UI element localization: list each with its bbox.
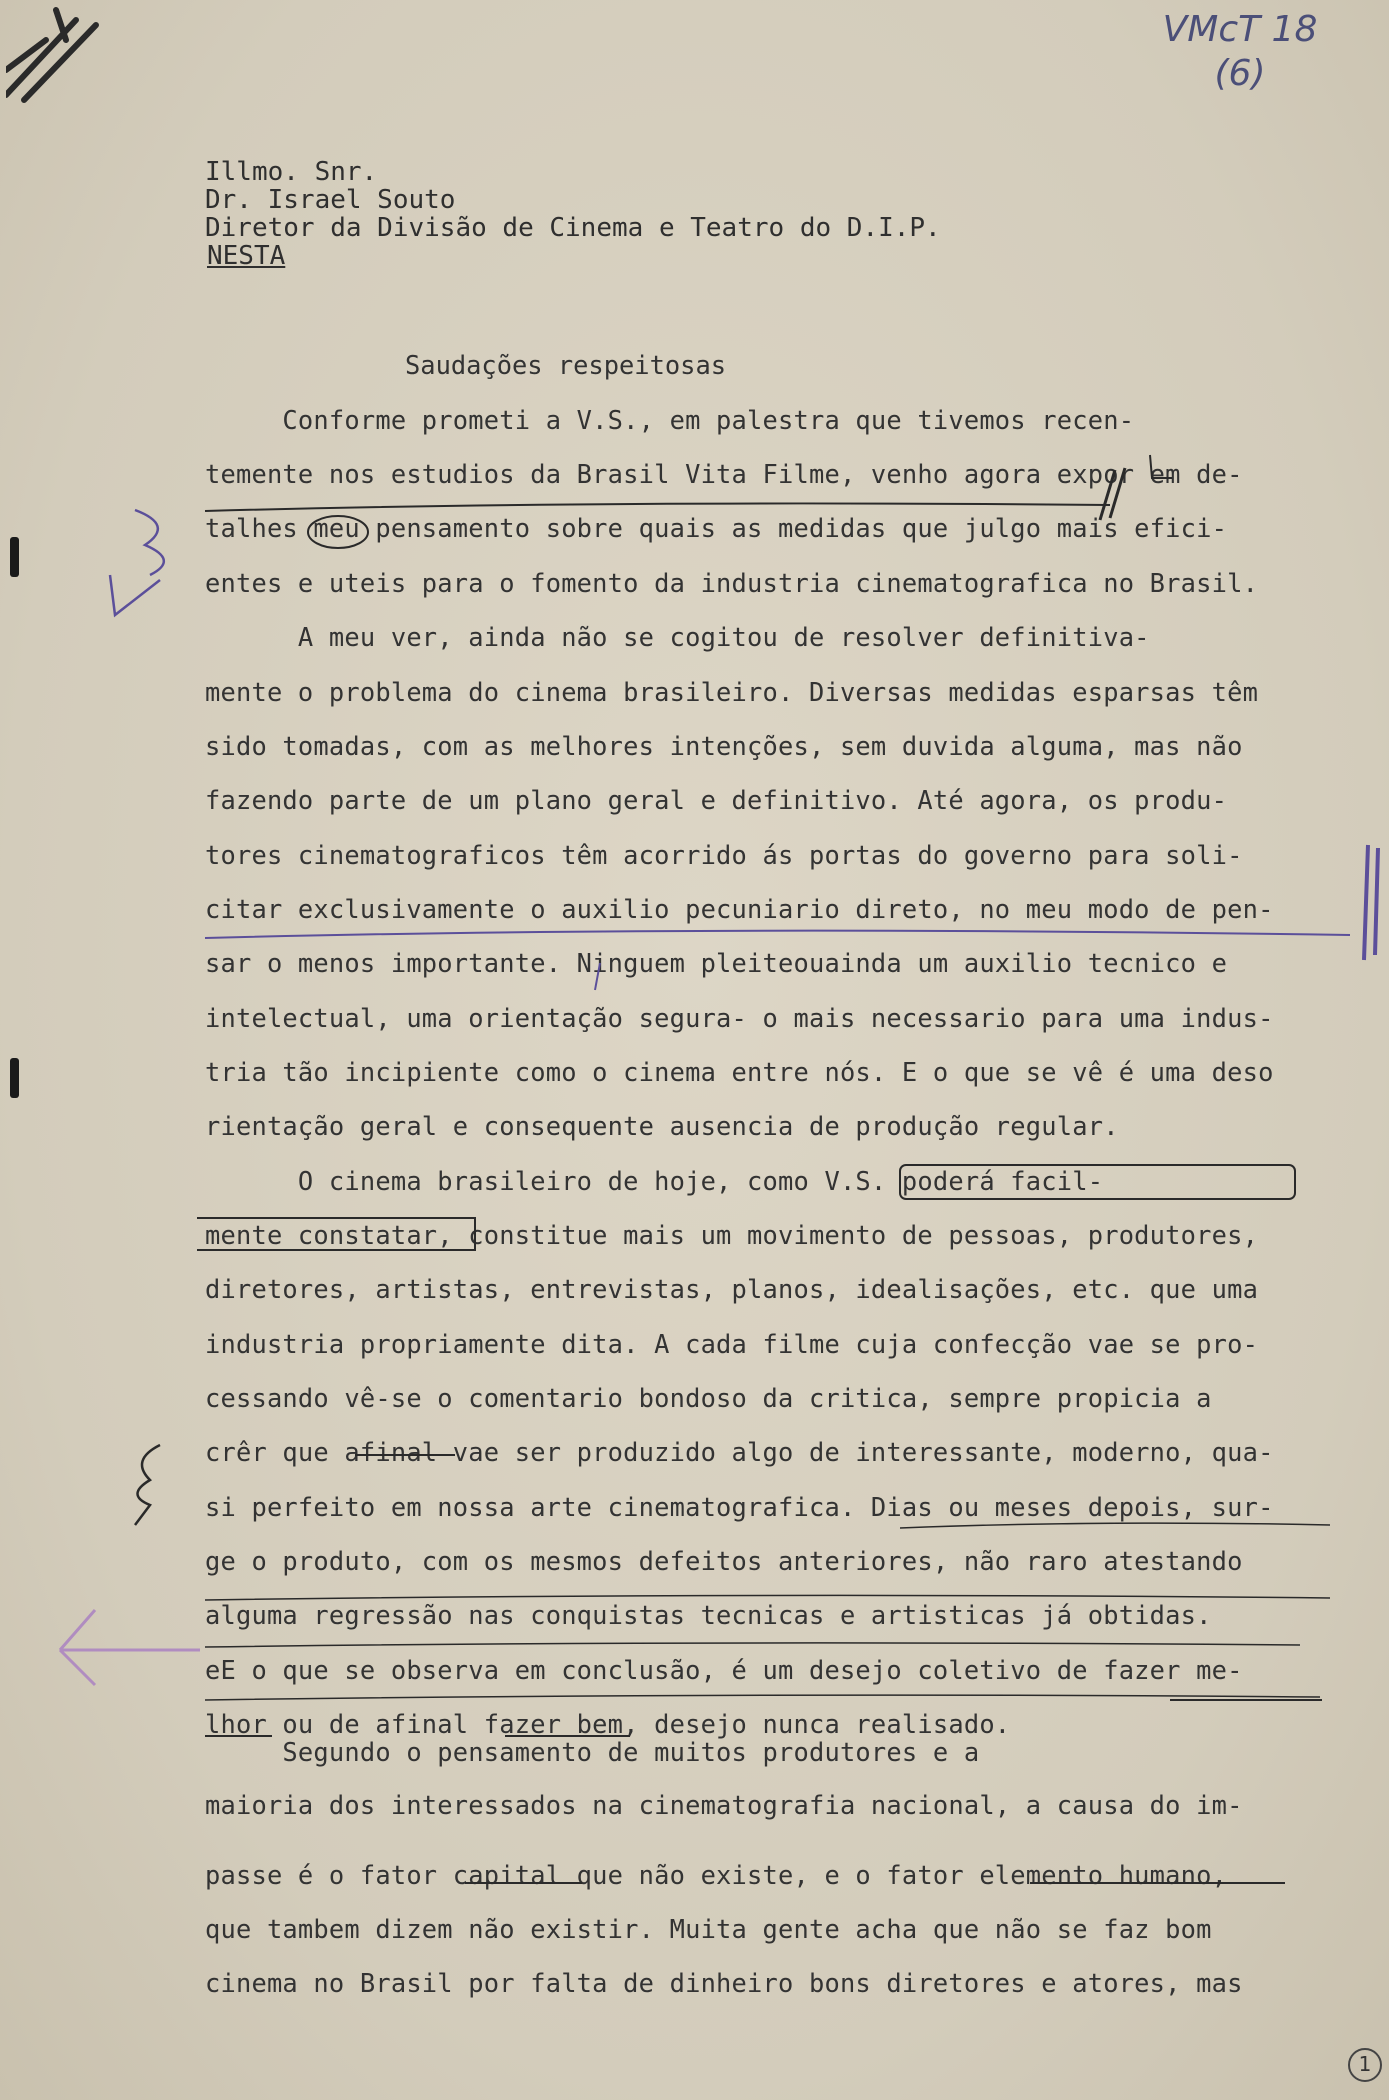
body-line: mente o problema do cinema brasileiro. Diversas medidas esparsas têm: [205, 677, 1259, 707]
address-title: Diretor da Divisão de Cinema e Teatro do D.I.P.: [205, 213, 941, 243]
body-line: eE o que se observa em conclusão, é um desejo coletivo de fazer me-: [205, 1655, 1243, 1685]
address-salutation: Illmo. Snr.: [205, 157, 378, 187]
body-line: Conforme prometi a V.S., em palestra que tivemos recen-: [205, 405, 1135, 435]
archive-code-number: (6): [1214, 53, 1266, 94]
body-line: talhes meu pensamento sobre quais as medidas que julgo mais efici-: [205, 513, 1228, 543]
body-line: industria propriamente dita. A cada filme cuja confecção vae se pro-: [205, 1329, 1259, 1359]
body-line: mente constatar, constitue mais um movimento de pessoas, produtores,: [205, 1220, 1259, 1250]
body-line: sar o menos importante. Ninguem pleiteouainda um auxilio tecnico e: [205, 948, 1228, 978]
punch-hole: [10, 1058, 19, 1098]
body-line: sido tomadas, com as melhores intenções, sem duvida alguma, mas não: [205, 731, 1243, 761]
body-line: alguma regressão nas conquistas tecnicas e artisticas já obtidas.: [205, 1600, 1212, 1630]
body-line: fazendo parte de um plano geral e definitivo. Até agora, os produ-: [205, 785, 1228, 815]
body-line: cessando vê-se o comentario bondoso da critica, sempre propicia a: [205, 1383, 1212, 1413]
punch-hole: [10, 537, 19, 577]
body-line: ge o produto, com os mesmos defeitos anteriores, não raro atestando: [205, 1546, 1243, 1576]
body-line: entes e uteis para o fomento da industria cinematografica no Brasil.: [205, 568, 1259, 598]
body-line: crêr que afinal vae ser produzido algo de interessante, moderno, qua-: [205, 1437, 1274, 1467]
body-line: citar exclusivamente o auxilio pecuniario direto, no meu modo de pen-: [205, 894, 1274, 924]
archive-code: [1140, 8, 1340, 96]
body-line: Segundo o pensamento de muitos produtores e a: [205, 1737, 980, 1767]
body-line: temente nos estudios da Brasil Vita Filme, venho agora expor em de-: [205, 459, 1243, 489]
body-line: cinema no Brasil por falta de dinheiro bons diretores e atores, mas: [205, 1968, 1243, 1998]
body-line: que tambem dizem não existir. Muita gente acha que não se faz bom: [205, 1914, 1212, 1944]
page-number: 1: [1348, 2048, 1382, 2082]
body-line: diretores, artistas, entrevistas, planos, idealisações, etc. que uma: [205, 1274, 1259, 1304]
corner-ink-mark: [6, 0, 126, 110]
body-line: tores cinematograficos têm acorrido ás portas do governo para soli-: [205, 840, 1243, 870]
body-line: intelectual, uma orientação segura- o mais necessario para uma indus-: [205, 1003, 1274, 1033]
body-line: maioria dos interessados na cinematografia nacional, a causa do im-: [205, 1790, 1243, 1820]
body-line: rientação geral e consequente ausencia de produção regular.: [205, 1111, 1119, 1141]
body-line: si perfeito em nossa arte cinematografica. Dias ou meses depois, sur-: [205, 1492, 1274, 1522]
body-line: tria tão incipiente como o cinema entre nós. E o que se vê é uma deso: [205, 1057, 1274, 1087]
address-block: [205, 158, 941, 270]
address-name: Dr. Israel Souto: [205, 185, 456, 215]
body-line: lhor ou de afinal fazer bem, desejo nunca realisado.: [205, 1709, 1011, 1739]
address-location: NESTA: [207, 241, 286, 271]
body-line: A meu ver, ainda não se cogitou de resolver definitiva-: [205, 622, 1150, 652]
body-line: O cinema brasileiro de hoje, como V.S. poderá facil-: [205, 1166, 1104, 1196]
greeting: Saudações respeitosas: [405, 350, 727, 380]
archive-code-line: VMcT 18: [1162, 9, 1318, 50]
body-line: passe é o fator capital que não existe, e o fator elemento humano,: [205, 1860, 1228, 1890]
